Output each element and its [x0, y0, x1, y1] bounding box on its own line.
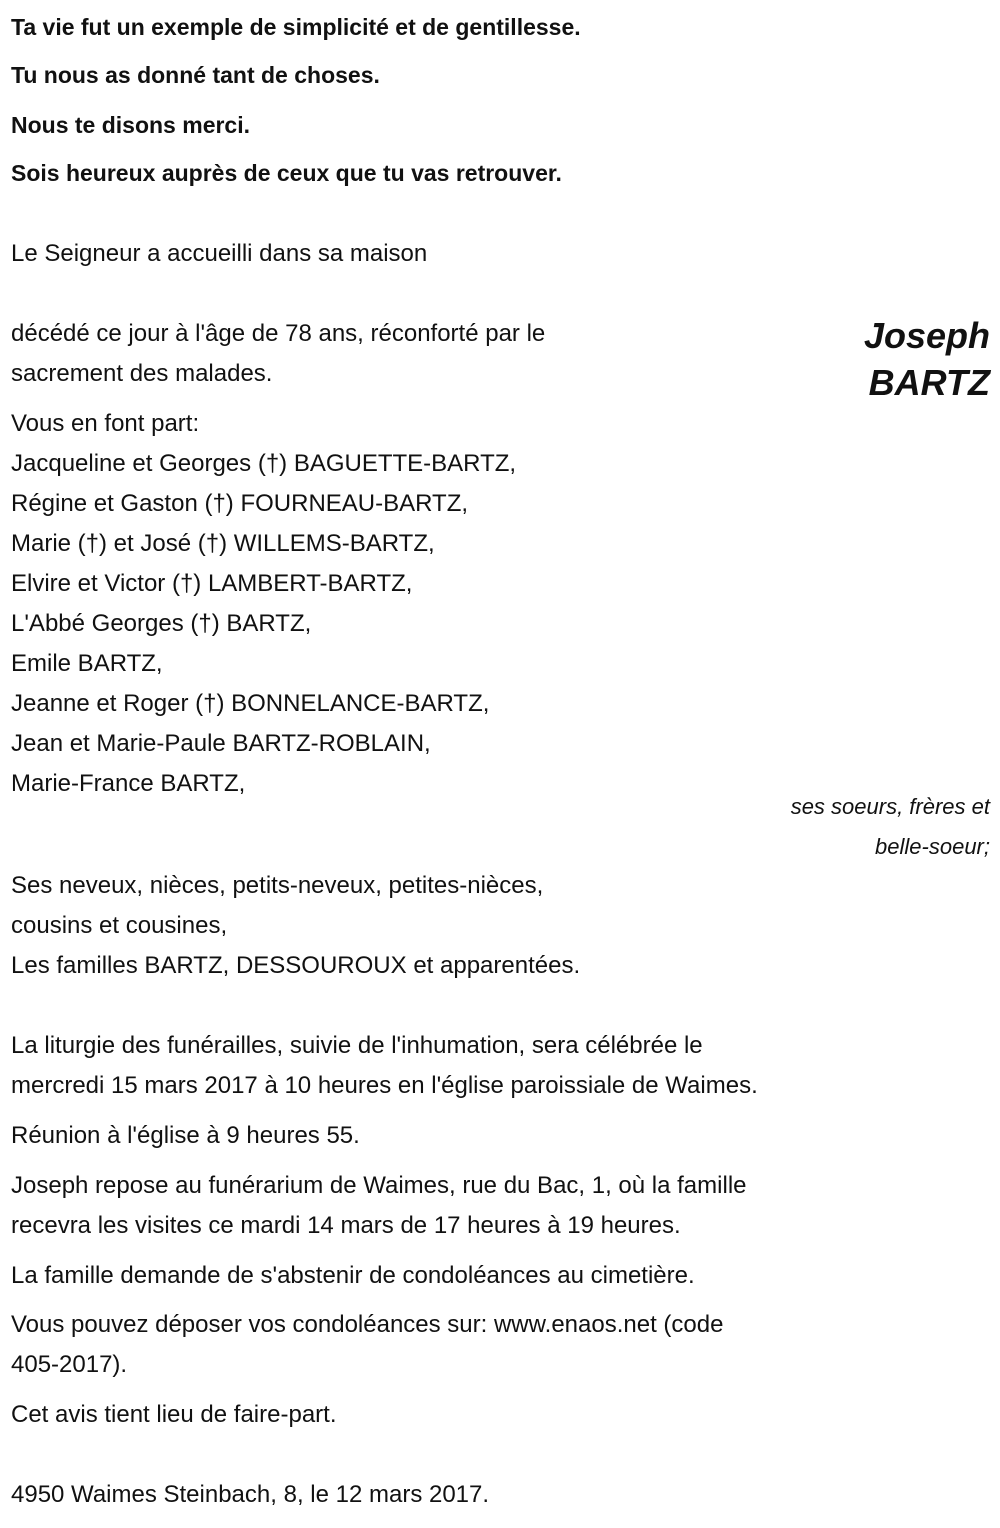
death-notice-line: décédé ce jour à l'âge de 78 ans, réconforté par le [11, 320, 546, 347]
ceremony-line: La liturgie des funérailles, suivie de l'inhumation, sera célébrée le [11, 1032, 703, 1059]
family-member: Régine et Gaston (†) FOURNEAU-BARTZ, [11, 490, 469, 517]
family-member: Elvire et Victor (†) LAMBERT-BARTZ, [11, 570, 413, 597]
family-member: L'Abbé Georges (†) BARTZ, [11, 610, 312, 637]
verse-line: Tu nous as donné tant de choses. [11, 62, 380, 88]
extended-family-line: Les familles BARTZ, DESSOUROUX et apparentées. [11, 952, 581, 979]
family-member: Jean et Marie-Paule BARTZ-ROBLAIN, [11, 730, 431, 757]
closing-place-date: 4950 Waimes Steinbach, 8, le 12 mars 2017. [11, 1481, 490, 1508]
extended-family-line: cousins et cousines, [11, 912, 228, 939]
intro-text: Le Seigneur a accueilli dans sa maison [11, 240, 428, 267]
ceremony-line: recevra les visites ce mardi 14 mars de 17 heures à 19 heures. [11, 1212, 681, 1239]
ceremony-line: La famille demande de s'abstenir de condoléances au cimetière. [11, 1262, 695, 1289]
deceased-last-name: BARTZ [868, 362, 990, 403]
announce-label: Vous en font part: [11, 410, 200, 437]
verse-line: Nous te disons merci. [11, 112, 251, 138]
family-member: Jeanne et Roger (†) BONNELANCE-BARTZ, [11, 690, 490, 717]
verse-line: Sois heureux auprès de ceux que tu vas retrouver. [11, 160, 562, 186]
death-notice-line: sacrement des malades. [11, 360, 273, 387]
relation-text: ses soeurs, frères et [790, 794, 990, 819]
family-member: Marie-France BARTZ, [11, 770, 246, 797]
ceremony-line: Cet avis tient lieu de faire-part. [11, 1401, 337, 1428]
ceremony-line: 405-2017). [11, 1351, 128, 1378]
deceased-first-name: Joseph [863, 315, 990, 356]
ceremony-line: Réunion à l'église à 9 heures 55. [11, 1122, 360, 1149]
verse-line: Ta vie fut un exemple de simplicité et de gentillesse. [11, 14, 581, 40]
extended-family-line: Ses neveux, nièces, petits-neveux, petites-nièces, [11, 872, 544, 899]
ceremony-line: mercredi 15 mars 2017 à 10 heures en l'église paroissiale de Waimes. [11, 1072, 758, 1099]
ceremony-line: Vous pouvez déposer vos condoléances sur: www.enaos.net (code [11, 1311, 724, 1338]
family-member: Emile BARTZ, [11, 650, 163, 677]
relation-text: belle-soeur; [875, 834, 990, 859]
family-member: Marie (†) et José (†) WILLEMS-BARTZ, [11, 530, 435, 557]
family-member: Jacqueline et Georges (†) BAGUETTE-BARTZ, [11, 450, 517, 477]
ceremony-line: Joseph repose au funérarium de Waimes, rue du Bac, 1, où la famille [11, 1172, 747, 1199]
